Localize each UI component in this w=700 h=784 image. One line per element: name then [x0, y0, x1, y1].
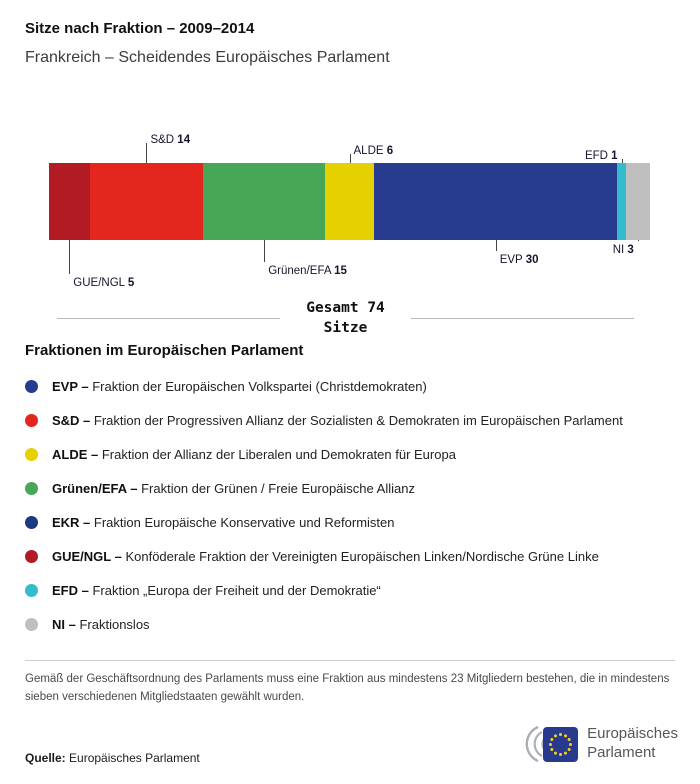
legend-color-dot: [25, 618, 38, 631]
legend-item-S&D: [25, 403, 680, 437]
legend-label: EFD – Fraktion „Europa der Freiheit und der Demokratie“: [52, 582, 381, 598]
segment-label-GUE/NGL: [73, 277, 134, 289]
segment-value: 1: [611, 150, 618, 162]
bar-segment-EVP: [374, 163, 618, 240]
segment-label-NI: [613, 244, 634, 256]
segment-label-Grünen/EFA: [268, 265, 347, 277]
legend-item-ALDE: [25, 437, 680, 471]
total-row: [57, 299, 634, 338]
legend-label: EKR – Fraktion Europäische Konservative und Reformisten: [52, 514, 395, 530]
bar-segment-Grünen/EFA: [203, 163, 325, 240]
segment-label-S&D: [150, 134, 190, 146]
segment-value: 5: [127, 277, 135, 289]
segment-name: Grünen/EFA: [268, 265, 335, 277]
legend-item-EKR: [25, 505, 680, 539]
legend-color-dot: [25, 414, 38, 427]
total-seats-label: [280, 299, 411, 338]
segment-name: EVP: [499, 254, 526, 266]
source: [25, 751, 200, 765]
legend-item-EVP: [25, 369, 680, 403]
segment-value: 3: [627, 244, 634, 256]
page-title: Sitze nach Fraktion – 2009–2014: [25, 20, 255, 37]
total-seats-line2: Sitze: [323, 319, 368, 336]
segment-name: S&D: [150, 134, 178, 146]
legend-list: [25, 369, 680, 641]
segment-name: EFD: [584, 150, 612, 162]
legend-label: ALDE – Fraktion der Allianz der Liberalen und Demokraten für Europa: [52, 446, 456, 462]
ep-logo-text-line2: Parlament: [587, 744, 656, 761]
legend-color-dot: [25, 516, 38, 529]
segment-value: 15: [334, 265, 347, 277]
legend-color-dot: [25, 448, 38, 461]
legend-item-EFD: [25, 573, 680, 607]
legend-label: NI – Fraktionslos: [52, 616, 150, 632]
segment-label-ALDE: [354, 145, 394, 157]
footnote: Gemäß der Geschäftsordnung des Parlaments muss eine Fraktion aus mindestens 23 Mitgliedern bestehen, die in mindestens sieben verschiedenen Mitgliedstaaten gewählt wurden.: [25, 673, 670, 703]
legend-color-dot: [25, 380, 38, 393]
legend-color-dot: [25, 550, 38, 563]
footnote-divider: [25, 660, 675, 661]
source-text: Europäisches Parlament: [69, 751, 200, 765]
leader-line-Grünen/EFA: [264, 240, 265, 262]
legend-item-GUE/NGL: [25, 539, 680, 573]
stacked-bar: [49, 163, 650, 240]
page-subtitle: Frankreich – Scheidendes Europäisches Parlament: [25, 49, 390, 66]
segment-value: 14: [177, 134, 191, 146]
leader-line-EVP: [496, 240, 497, 251]
segment-name: ALDE: [353, 145, 387, 157]
eu-flag-icon: [543, 727, 578, 762]
leader-line-ALDE: [350, 154, 351, 163]
ep-logo-text: [587, 725, 678, 763]
segment-value: 30: [525, 254, 539, 266]
legend: [25, 342, 680, 641]
total-right-rule: [411, 318, 634, 319]
legend-heading: Fraktionen im Europäischen Parlament: [25, 342, 304, 359]
bar-segment-EFD: [617, 163, 625, 240]
leader-line-GUE/NGL: [69, 240, 70, 274]
segment-name: NI: [612, 244, 628, 256]
source-label: Quelle:: [25, 751, 66, 765]
bar-segment-NI: [626, 163, 650, 240]
bar-segment-S&D: [90, 163, 204, 240]
total-left-rule: [57, 318, 280, 319]
legend-color-dot: [25, 482, 38, 495]
leader-line-S&D: [146, 143, 147, 163]
segment-name: GUE/NGL: [73, 277, 128, 289]
ep-logo-text-line1: Europäisches: [587, 725, 678, 743]
legend-label: EVP – Fraktion der Europäischen Volkspartei (Christdemokraten): [52, 378, 427, 394]
legend-item-Grünen/EFA: [25, 471, 680, 505]
segment-label-EFD: [585, 150, 618, 162]
legend-label: GUE/NGL – Konföderale Fraktion der Vereinigten Europäischen Linken/Nordische Grüne Linke: [52, 548, 599, 564]
bar-segment-ALDE: [325, 163, 374, 240]
legend-label: S&D – Fraktion der Progressiven Allianz der Sozialisten & Demokraten im Europäischen Parlament: [52, 412, 623, 428]
bar-segment-GUE/NGL: [49, 163, 90, 240]
segment-label-EVP: [500, 254, 539, 266]
total-seats-line1: Gesamt 74: [306, 300, 385, 316]
legend-color-dot: [25, 584, 38, 597]
leader-line-NI: [638, 240, 639, 241]
legend-item-NI: [25, 607, 680, 641]
ep-logo: [510, 724, 678, 764]
segment-value: 6: [386, 145, 394, 157]
legend-label: Grünen/EFA – Fraktion der Grünen / Freie Europäische Allianz: [52, 480, 415, 496]
